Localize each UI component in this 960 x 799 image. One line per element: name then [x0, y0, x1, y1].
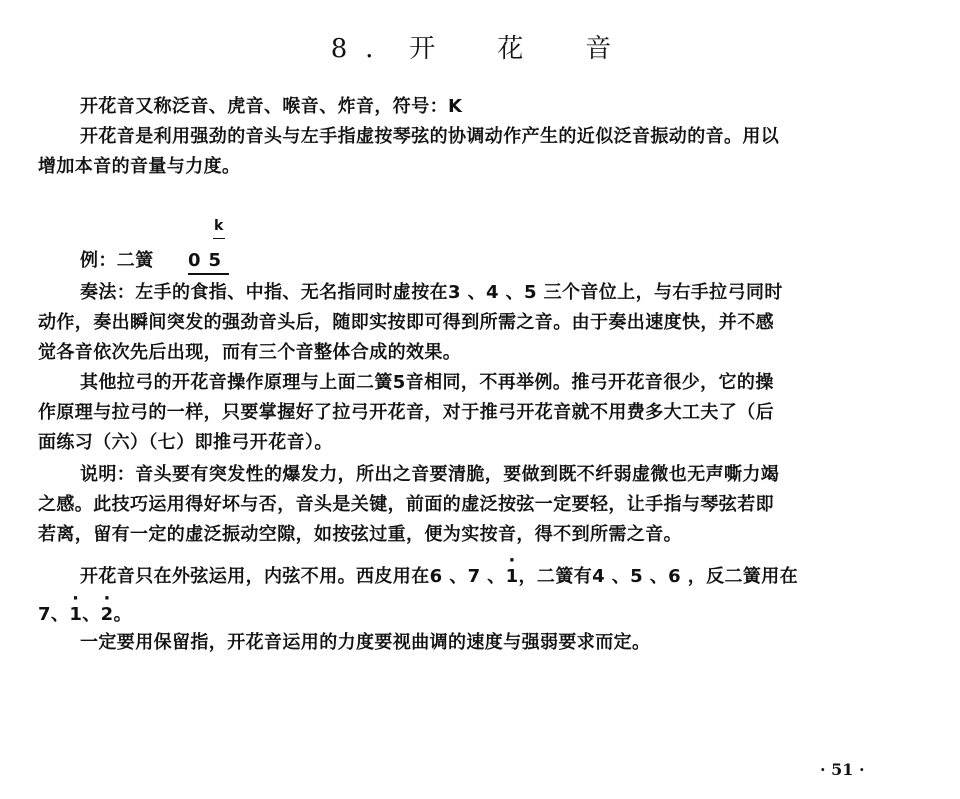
note-five: 5 [208, 250, 222, 271]
note-line-2: 之感。此技巧运用得好坏与否，音头是关键，前面的虚泛按弦一定要轻，让手指与琴弦若即 [38, 494, 774, 515]
page-number: · 51 · [820, 760, 865, 779]
symbol-bar [213, 238, 225, 239]
paragraph-description-line-1: 开花音是利用强劲的音头与左手指虚按琴弦的协调动作产生的近似泛音振动的音。用以 [80, 126, 780, 147]
usage-line-2 [38, 604, 132, 626]
usage-text-a: 开花音只在外弦运用，内弦不用。西皮用在6 、7 、 [80, 566, 506, 587]
note-rest: 0 [188, 250, 201, 271]
paragraph-description-line-2: 增加本音的音量与力度。 [38, 156, 241, 177]
high-one-note-2: · 1 [69, 604, 82, 626]
note-line-1: 说明：音头要有突发性的爆发力，所出之音要清脆，要做到既不纤弱虚微也无声嘶力竭 [80, 464, 780, 485]
example-label: 例：二簧 [80, 250, 154, 271]
other-line-3: 面练习（六）（七）即推弓开花音）。 [38, 432, 333, 453]
separator: 、 [82, 604, 101, 625]
section-title: 8．开 花 音 [330, 34, 630, 64]
high-two-note: · 2 [101, 604, 114, 626]
method-line-2: 动作，奏出瞬间突发的强劲音头后，随即实按即可得到所需之音。由于奏出速度快，并不感 [38, 312, 774, 333]
usage-text-b: ，二簧有4 、5 、6 ，反二簧用在 [518, 566, 799, 587]
other-line-2: 作原理与拉弓的一样，只要掌握好了拉弓开花音，对于推弓开花音就不用费多大工夫了（后 [38, 402, 774, 423]
example-notation [188, 250, 229, 275]
method-line-1: 奏法：左手的食指、中指、无名指同时虚按在3 、4 、5 三个音位上，与右手拉弓同时 [80, 282, 783, 303]
note-line-3: 若离，留有一定的虚泛振动空隙，如按弦过重，便为实按音，得不到所需之音。 [38, 524, 682, 545]
period: 。 [113, 604, 133, 625]
last-paragraph: 一定要用保留指，开花音运用的力度要视曲调的速度与强弱要求而定。 [80, 632, 651, 653]
usage-line-1 [80, 566, 798, 588]
high-one-note: · 1 [506, 566, 519, 588]
note-seven: 7、 [38, 604, 70, 625]
method-line-3: 觉各音依次先后出现，而有三个音整体合成的效果。 [38, 342, 462, 363]
other-line-1: 其他拉弓的开花音操作原理与上面二簧5音相同，不再举例。推弓开花音很少，它的操 [80, 372, 774, 393]
paragraph-definition: 开花音又称泛音、虎音、喉音、炸音，符号：K [80, 96, 463, 117]
harmonic-symbol: k [214, 218, 224, 234]
